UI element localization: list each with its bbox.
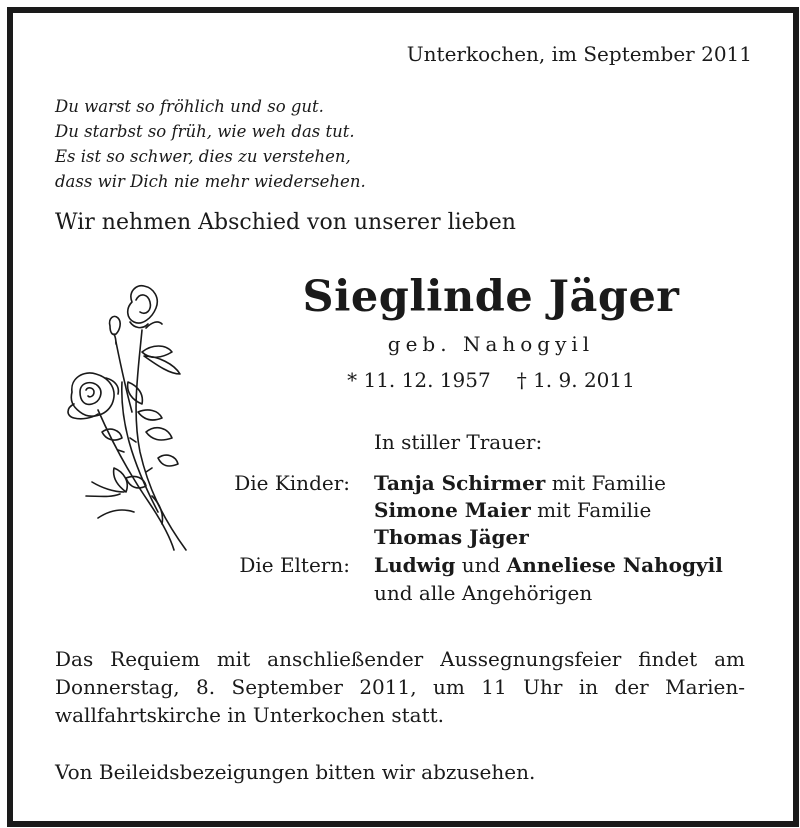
mourner-suffix: mit Familie xyxy=(530,498,652,522)
condolences-note: Von Beileidsbezeigungen bitten wir abzusehen. xyxy=(55,760,536,784)
place-date: Unterkochen, im September 2011 xyxy=(406,42,752,66)
mourner-name: Thomas Jäger xyxy=(374,525,529,549)
requiem-line: Donnerstag, 8. September 2011, um 11 Uhr in der Marien- xyxy=(55,675,745,699)
mourner-row xyxy=(374,552,723,580)
relatives-line: und alle Angehörigen xyxy=(374,581,593,605)
mourner-row xyxy=(374,470,666,498)
mourner-suffix: mit Familie xyxy=(545,471,666,495)
birth-date: * 11. 12. 1957 xyxy=(347,368,491,392)
mourner-name: Anneliese Nahogyil xyxy=(506,553,723,577)
children-label: Die Kinder: xyxy=(234,471,350,495)
rose-illustration-icon xyxy=(62,282,192,557)
mourner-name: Tanja Schirmer xyxy=(374,471,546,495)
farewell-intro: Wir nehmen Abschied von unserer lieben xyxy=(55,210,516,235)
requiem-line: Das Requiem mit anschließender Aussegnungsfeier findet am xyxy=(55,647,745,671)
conjunction: und xyxy=(455,553,507,577)
mourner-name: Ludwig xyxy=(374,553,456,577)
life-dates xyxy=(302,368,680,392)
deceased-name: Sieglinde Jäger xyxy=(302,272,680,322)
poem-line: Du warst so fröhlich und so gut. xyxy=(55,97,324,116)
mourning-heading: In stiller Trauer: xyxy=(374,430,543,454)
poem xyxy=(55,94,366,194)
mourner-row xyxy=(374,497,651,525)
mourner-name: Simone Maier xyxy=(374,498,531,522)
poem-line: Du starbst so früh, wie weh das tut. xyxy=(55,122,355,141)
mourner-row xyxy=(374,524,529,552)
requiem-notice xyxy=(55,645,745,729)
requiem-line: wallfahrtskirche in Unterkochen statt. xyxy=(55,703,445,727)
poem-line: dass wir Dich nie mehr wiedersehen. xyxy=(55,172,366,191)
death-date: † 1. 9. 2011 xyxy=(516,368,635,392)
parents-label: Die Eltern: xyxy=(239,553,350,577)
poem-line: Es ist so schwer, dies zu verstehen, xyxy=(55,147,351,166)
birth-name: geb. Nahogyil xyxy=(387,332,595,356)
